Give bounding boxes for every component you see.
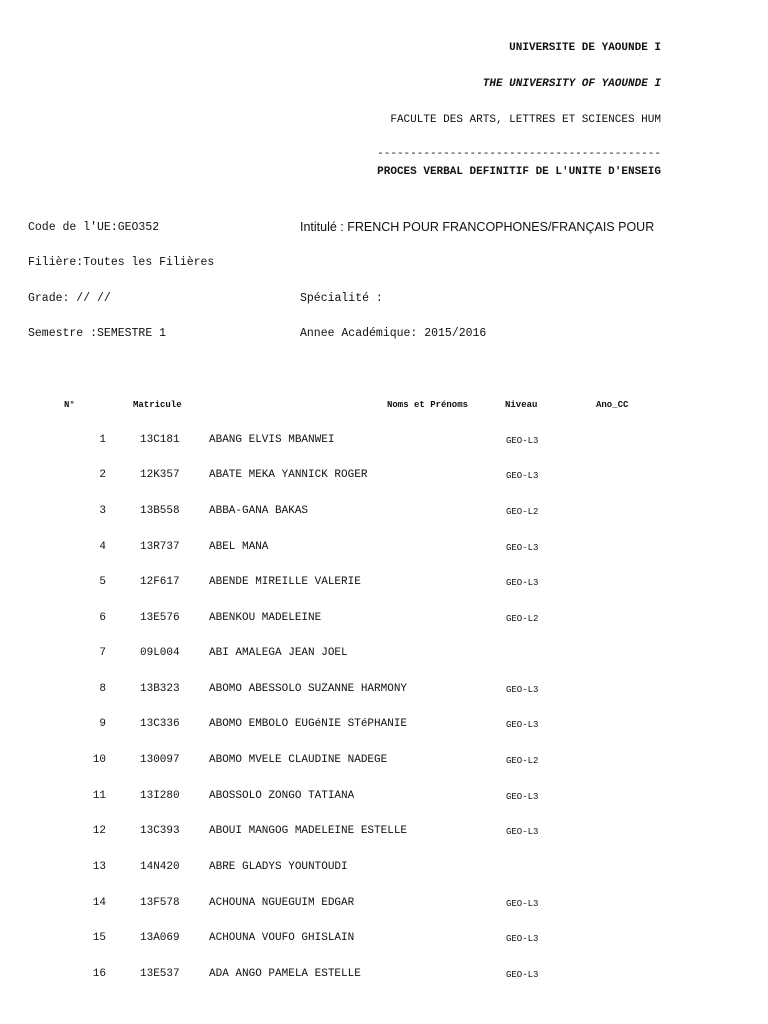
table-row xyxy=(0,968,768,988)
row-matricule: 13C181 xyxy=(140,434,180,446)
row-matricule: 09L004 xyxy=(140,647,180,659)
row-niveau: GEO-L3 xyxy=(506,899,539,909)
row-number: 15 xyxy=(92,932,106,944)
row-niveau: GEO-L3 xyxy=(506,543,539,553)
col-header-ano-cc: Ano_CC xyxy=(596,400,629,410)
row-name: ACHOUNA VOUFO GHISLAIN xyxy=(209,932,355,944)
row-matricule: 13R737 xyxy=(140,541,180,553)
row-niveau: GEO-L2 xyxy=(506,614,539,624)
university-name-fr: UNIVERSITE DE YAOUNDE I xyxy=(509,42,661,54)
filiere: Filière:Toutes les Filières xyxy=(28,256,215,269)
row-name: ABRE GLADYS YOUNTOUDI xyxy=(209,861,348,873)
ue-intitule: Intitulé : FRENCH POUR FRANCOPHONES/FRANÇAIS POUR xyxy=(300,220,655,234)
row-niveau: GEO-L3 xyxy=(506,970,539,980)
table-row xyxy=(0,897,768,917)
row-niveau: GEO-L3 xyxy=(506,436,539,446)
row-niveau: GEO-L3 xyxy=(506,471,539,481)
row-name: ABOSSOLO ZONGO TATIANA xyxy=(209,790,355,802)
table-row xyxy=(0,718,768,738)
annee-academique: Annee Académique: 2015/2016 xyxy=(300,327,487,340)
row-name: ABENKOU MADELEINE xyxy=(209,612,322,624)
university-name-en: THE UNIVERSITY OF YAOUNDE I xyxy=(482,78,661,90)
table-row xyxy=(0,825,768,845)
row-number: 11 xyxy=(92,790,106,802)
row-niveau: GEO-L3 xyxy=(506,578,539,588)
row-niveau: GEO-L3 xyxy=(506,685,539,695)
grade: Grade: // // xyxy=(28,292,111,305)
row-matricule: 13I280 xyxy=(140,790,180,802)
specialite: Spécialité : xyxy=(300,292,383,305)
table-row xyxy=(0,647,768,667)
row-number: 10 xyxy=(92,754,106,766)
row-number: 6 xyxy=(99,612,106,624)
row-niveau: GEO-L3 xyxy=(506,720,539,730)
semestre: Semestre :SEMESTRE 1 xyxy=(28,327,167,340)
col-header-noms: Noms et Prénoms xyxy=(387,400,469,410)
row-number: 12 xyxy=(92,825,106,837)
row-name: ABOUI MANGOG MADELEINE ESTELLE xyxy=(209,825,408,837)
row-name: ABI AMALEGA JEAN JOEL xyxy=(209,647,348,659)
table-row xyxy=(0,790,768,810)
row-number: 7 xyxy=(99,647,106,659)
row-matricule: 13C336 xyxy=(140,718,180,730)
table-row xyxy=(0,469,768,489)
table-row xyxy=(0,576,768,596)
row-matricule: 13E537 xyxy=(140,968,180,980)
row-name: ADA ANGO PAMELA ESTELLE xyxy=(209,968,361,980)
table-row xyxy=(0,434,768,454)
row-number: 3 xyxy=(99,505,106,517)
header-separator: ------------------------------------------- xyxy=(377,148,661,160)
row-number: 8 xyxy=(99,683,106,695)
row-number: 9 xyxy=(99,718,106,730)
row-matricule: 12K357 xyxy=(140,469,180,481)
col-header-matricule: Matricule xyxy=(133,400,182,410)
row-number: 1 xyxy=(99,434,106,446)
table-row xyxy=(0,541,768,561)
table-row xyxy=(0,932,768,952)
table-row xyxy=(0,861,768,881)
document-title: PROCES VERBAL DEFINITIF DE L'UNITE D'ENSEIG xyxy=(377,166,661,178)
row-name: ABOMO ABESSOLO SUZANNE HARMONY xyxy=(209,683,408,695)
row-name: ABOMO MVELE CLAUDINE NADEGE xyxy=(209,754,388,766)
row-number: 4 xyxy=(99,541,106,553)
row-niveau: GEO-L3 xyxy=(506,827,539,837)
row-number: 14 xyxy=(92,897,106,909)
ue-code: Code de l'UE:GEO352 xyxy=(28,221,160,234)
faculty-name: FACULTE DES ARTS, LETTRES ET SCIENCES HUM xyxy=(390,114,661,126)
row-number: 5 xyxy=(99,576,106,588)
col-header-niveau: Niveau xyxy=(505,400,538,410)
row-number: 13 xyxy=(92,861,106,873)
row-name: ABENDE MIREILLE VALERIE xyxy=(209,576,361,588)
row-matricule: 13A069 xyxy=(140,932,180,944)
row-niveau: GEO-L2 xyxy=(506,756,539,766)
row-matricule: 13B323 xyxy=(140,683,180,695)
row-name: ABATE MEKA YANNICK ROGER xyxy=(209,469,368,481)
row-number: 16 xyxy=(92,968,106,980)
row-name: ABEL MANA xyxy=(209,541,269,553)
col-header-num: N° xyxy=(64,400,75,410)
table-row xyxy=(0,612,768,632)
row-matricule: 130097 xyxy=(140,754,180,766)
table-row xyxy=(0,505,768,525)
row-number: 2 xyxy=(99,469,106,481)
row-name: ABANG ELVIS MBANWEI xyxy=(209,434,335,446)
row-matricule: 13C393 xyxy=(140,825,180,837)
row-niveau: GEO-L3 xyxy=(506,934,539,944)
row-name: ABOMO EMBOLO EUGéNIE STéPHANIE xyxy=(209,718,408,730)
row-matricule: 13E576 xyxy=(140,612,180,624)
table-row xyxy=(0,754,768,774)
row-niveau: GEO-L3 xyxy=(506,792,539,802)
table-row xyxy=(0,683,768,703)
row-matricule: 13B558 xyxy=(140,505,180,517)
row-niveau: GEO-L2 xyxy=(506,507,539,517)
row-matricule: 12F617 xyxy=(140,576,180,588)
row-matricule: 13F578 xyxy=(140,897,180,909)
row-name: ABBA-GANA BAKAS xyxy=(209,505,309,517)
row-matricule: 14N420 xyxy=(140,861,180,873)
row-name: ACHOUNA NGUEGUIM EDGAR xyxy=(209,897,355,909)
